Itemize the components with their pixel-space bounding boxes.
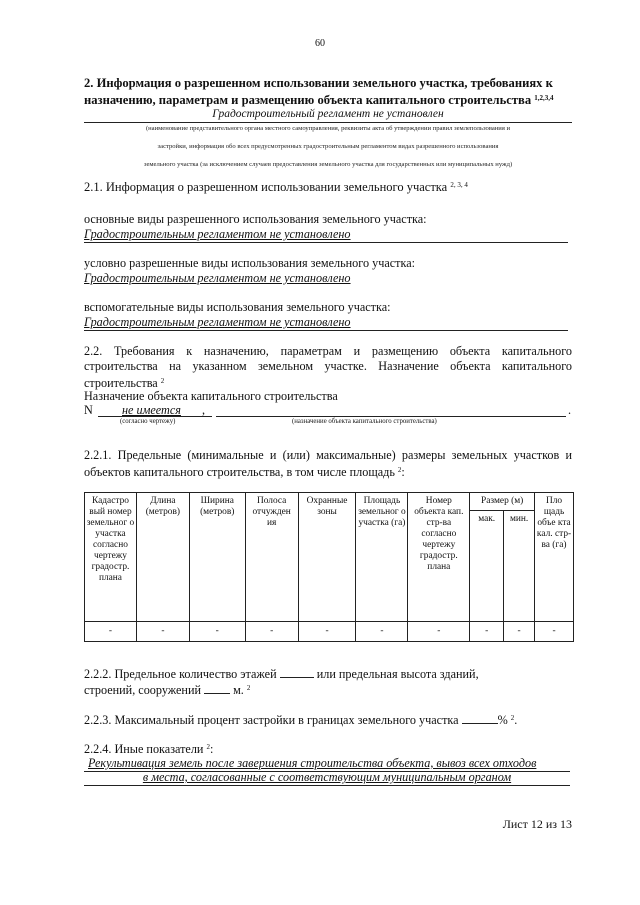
n-value: не имеется <box>122 403 181 417</box>
regulation-note-line3: земельного участка (за исключением случаев предоставления земельного участка для государственных или муниципальных нужд) <box>143 161 513 168</box>
section-2-1-heading <box>84 180 468 195</box>
section-2-title-line1: 2. Информация о разрешенном использовании земельного участка, требованиях к <box>84 76 553 90</box>
table-cell: - <box>298 622 356 642</box>
table-cell: - <box>504 622 535 642</box>
header-alienation-strip: Полоса отчужден ия <box>245 493 298 622</box>
regulation-value: Градостроительный регламент не установлен <box>84 108 572 123</box>
section-2-2-1-text <box>84 448 572 480</box>
n-label: N <box>84 403 93 417</box>
section-2-2-4-ref: 2 <box>206 743 210 751</box>
section-2-1-heading-refs: 2, 3, 4 <box>450 181 468 189</box>
section-2-title <box>84 76 572 108</box>
percent-sign: % <box>497 713 508 727</box>
meters-label: м. <box>233 683 244 697</box>
section-2-2-2-line1 <box>84 666 479 682</box>
comma: , <box>202 403 206 417</box>
other-indicators-label: 2.2.4. Иные показатели <box>84 742 204 756</box>
header-size: Размер (м) <box>470 493 535 511</box>
conditional-use-value: Градостроительным регламентом не установлено <box>84 271 351 285</box>
lot-parameters-table <box>84 492 574 642</box>
section-2-2-ref: 2 <box>160 377 165 385</box>
header-object-area: Пло щадь объе кта кал. стр- ва (га) <box>535 493 574 622</box>
header-lot-area: Площадь земельног о участка (га) <box>356 493 408 622</box>
section-2-2-4-heading <box>84 740 213 757</box>
page-number: 60 <box>315 38 325 49</box>
section-2-title-line2 <box>84 91 572 108</box>
height-field <box>204 682 230 694</box>
header-protection-zones: Охранные зоны <box>298 493 356 622</box>
section-2-2-2-line2 <box>84 681 250 698</box>
table-cell: - <box>356 622 408 642</box>
section-2-2-3-period: . <box>514 713 518 727</box>
other-indicators-line2 <box>84 770 570 786</box>
table-header-row <box>85 493 574 511</box>
section-2-2-text <box>84 344 572 391</box>
subheader-min: мин. <box>504 511 535 622</box>
table-row <box>85 622 574 642</box>
section-2-2-1-ref: 2 <box>397 466 402 474</box>
table-cell: - <box>408 622 470 642</box>
section-2-2-line2: строительства на указанном земельном участке. Назначение объекта капитального <box>84 359 572 373</box>
auxiliary-use-field <box>84 315 568 331</box>
section-2-2-line1: 2.2. Требования к назначению, параметрам и размещению объекта капитального <box>84 344 572 358</box>
max-percent-field <box>462 712 498 724</box>
main-use-value: Градостроительным регламентом не установлено <box>84 227 351 241</box>
section-2-2-1-line1: 2.2.1. Предельные (минимальные и (или) максимальные) размеры земельных участков и <box>84 448 572 462</box>
section-2-2-line3-text: строительства <box>84 376 158 390</box>
height-label: или предельная высота зданий, <box>316 667 479 681</box>
section-2-2-4-colon: : <box>210 742 214 756</box>
structures-label: строений, сооружений <box>84 683 201 697</box>
other-indicators-value-line2: в места, согласованные с соответствующим муниципальным органом <box>142 770 512 784</box>
main-use-field <box>84 227 568 243</box>
header-width: Ширина (метров) <box>189 493 245 622</box>
max-percent-label: 2.2.3. Максимальный процент застройки в границах земельного участка <box>84 713 459 727</box>
auxiliary-use-label: вспомогательные виды использования земельного участка: <box>84 300 391 314</box>
header-cadastral: Кадастро вый номер земельног о участка согласно чертежу градостр. плана <box>85 493 137 622</box>
section-2-2-1-line2-text: объектов капитального строительства, в том числе площадь <box>84 465 395 479</box>
section-2-title-line2-text: назначению, параметрам и размещению объекта капитального строительства <box>84 93 532 107</box>
floors-label: 2.2.2. Предельное количество этажей <box>84 667 277 681</box>
auxiliary-use-value: Градостроительным регламентом не установлено <box>84 315 351 329</box>
table-cell: - <box>535 622 574 642</box>
header-length: Длина (метров) <box>136 493 189 622</box>
period: . <box>568 403 572 417</box>
purpose-label: Назначение объекта капитального строительства <box>84 389 338 403</box>
regulation-note <box>84 120 572 174</box>
subheader-max: мак. <box>470 511 504 622</box>
purpose-line <box>84 403 574 419</box>
section-2-title-refs: 1,2,3,4 <box>534 94 554 102</box>
section-2-1-heading-text: 2.1. Информация о разрешенном использовании земельного участка <box>84 180 448 194</box>
main-use-label: основные виды разрешенного использования земельного участка: <box>84 212 427 226</box>
table-cell: - <box>85 622 137 642</box>
other-indicators-value-line1: Рекультивация земель после завершения строительства объекта, вывоз всех отходов <box>88 756 537 770</box>
table-cell: - <box>136 622 189 642</box>
section-2-2-1-line2: объектов капитального строительства, в том числе площадь $^2$: <box>84 465 405 479</box>
section-2-2-2-ref: 2 <box>246 684 251 692</box>
regulation-note-line1: (наименование представительного органа местного самоуправления, реквизиты акта об утверждении правил землепользования и <box>145 125 511 132</box>
conditional-use-label: условно разрешенные виды использования земельного участка: <box>84 256 416 270</box>
conditional-use-field <box>84 271 568 286</box>
table-cell: - <box>245 622 298 642</box>
table-cell: - <box>189 622 245 642</box>
table-cell: - <box>470 622 504 642</box>
section-2-2-3-line <box>84 711 517 728</box>
regulation-note-line2: застройки, информация обо всех предусмотренных градостроительным регламентом видах разрешенного использования <box>157 143 499 150</box>
sheet-number: Лист 12 из 13 <box>502 817 572 831</box>
header-object-number: Номер объекта кап. стр-ва согласно чертежу градостр. плана <box>408 493 470 622</box>
n-field <box>98 403 212 417</box>
floors-field <box>280 666 314 678</box>
n-caption: (согласно чертежу) <box>120 418 176 425</box>
purpose-caption: (назначение объекта капитального строительства) <box>292 418 437 425</box>
purpose-field <box>216 403 566 417</box>
section-2-2-3-ref: 2 <box>510 714 515 722</box>
